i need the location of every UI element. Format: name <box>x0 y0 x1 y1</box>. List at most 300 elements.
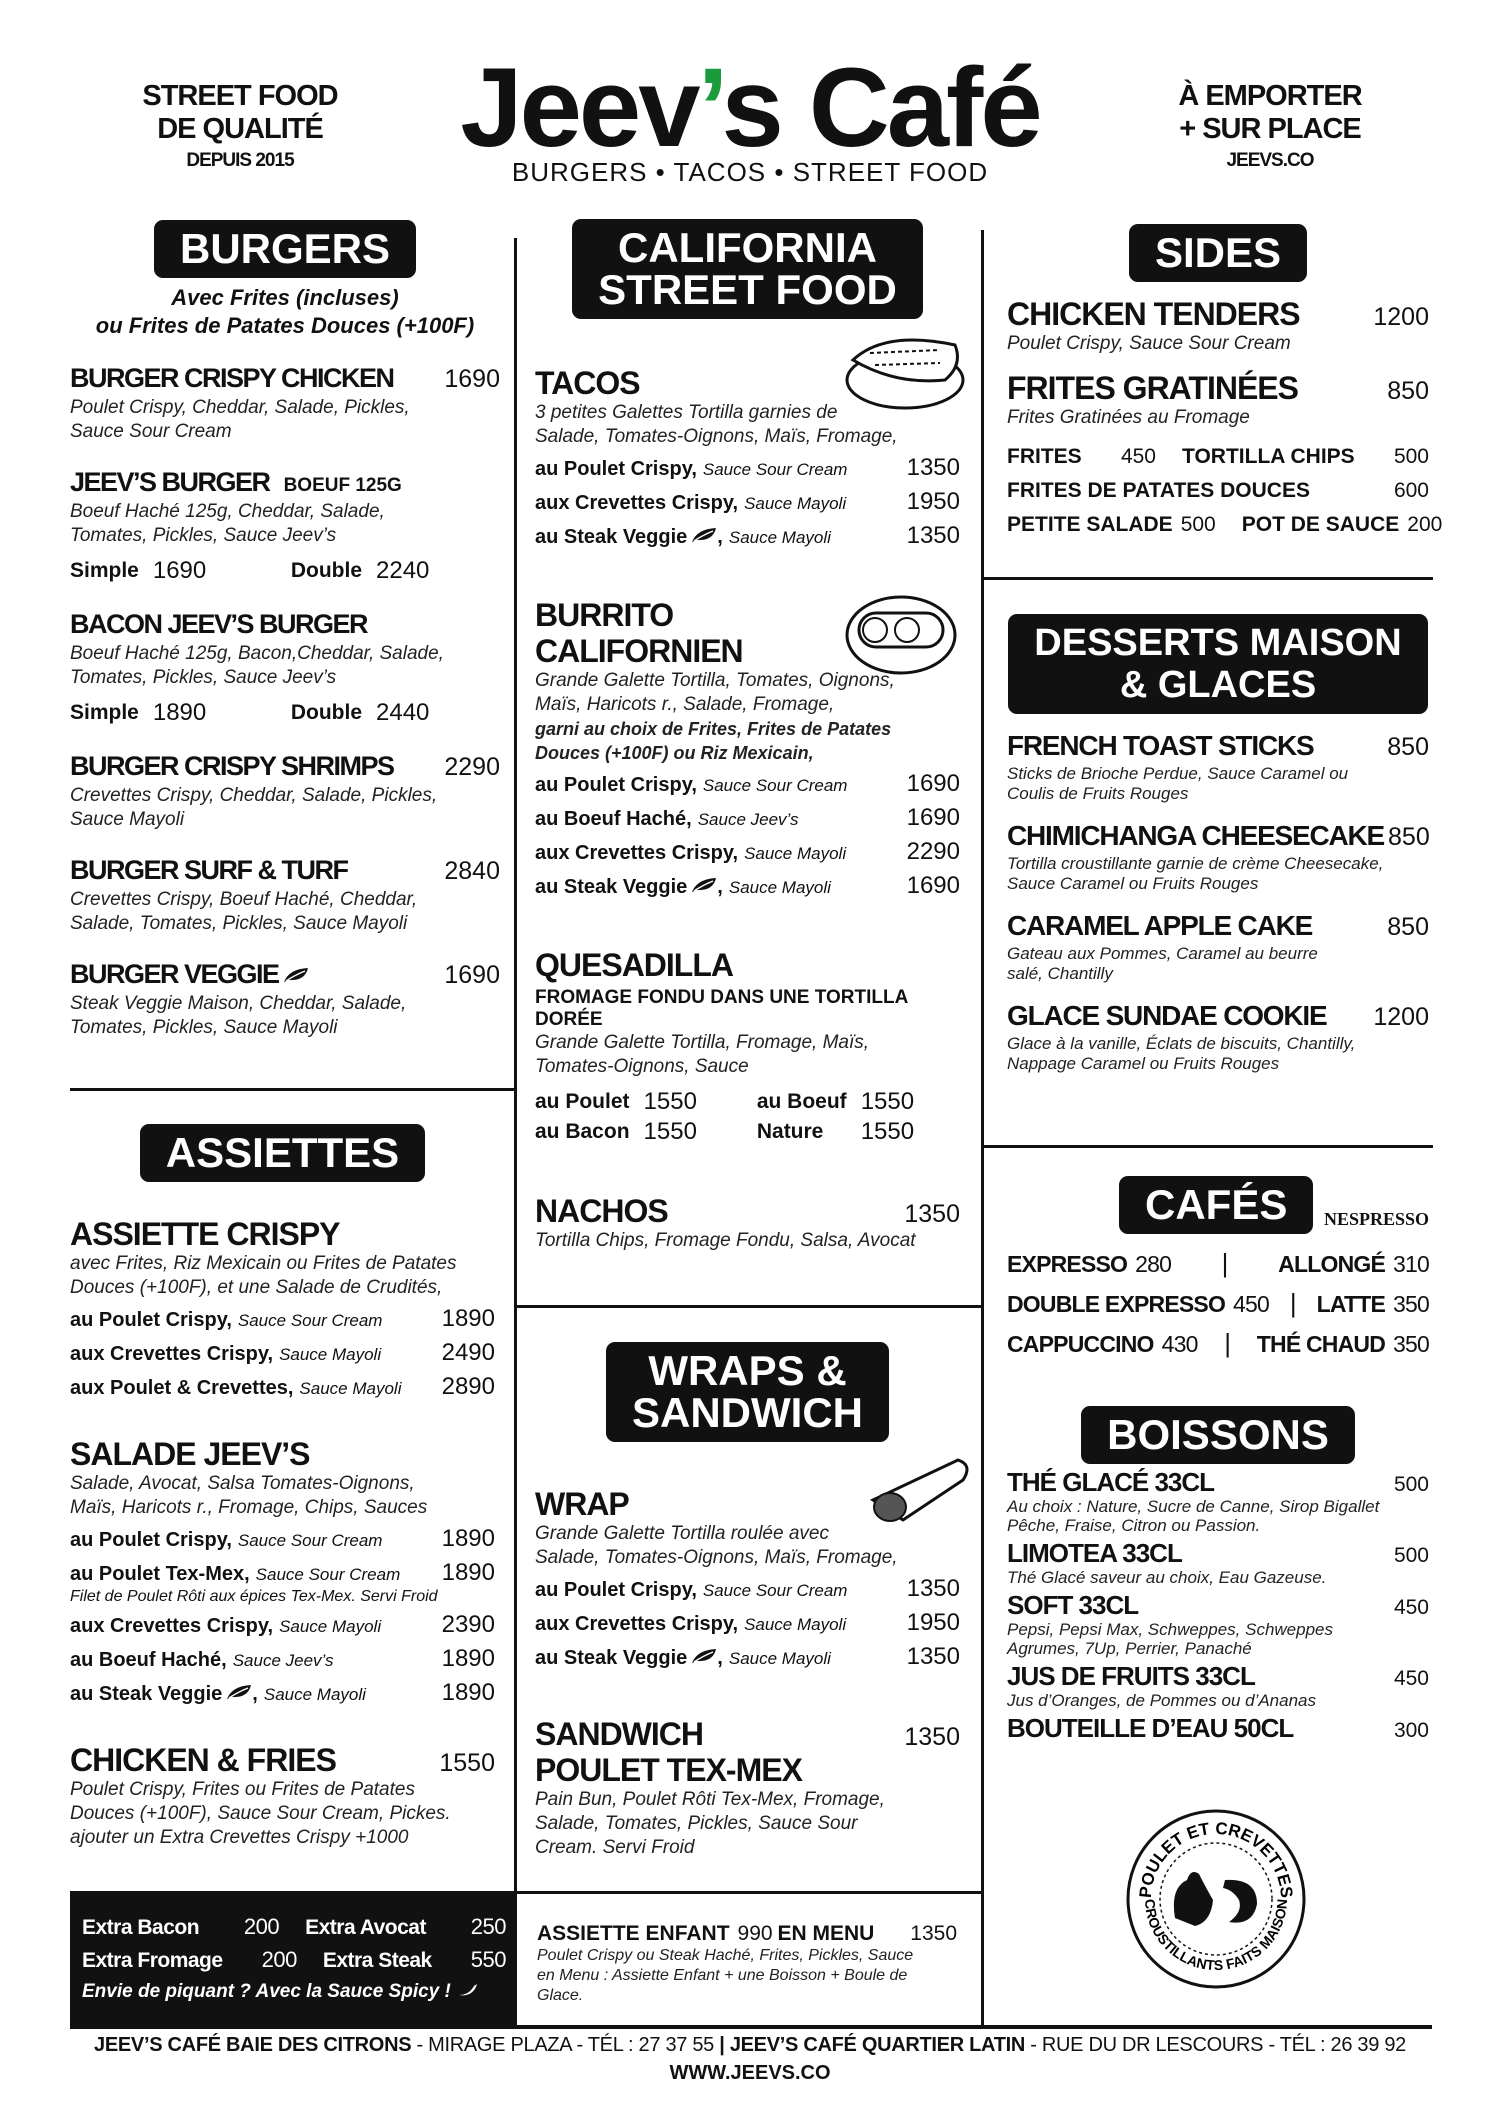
item-price: 450 <box>1393 1596 1429 1619</box>
item-description: Salade, Tomates-Oignons, Maïs, Fromage, <box>535 426 898 447</box>
row-item-label: FRITES <box>1007 445 1082 468</box>
row-item <box>305 1911 506 1944</box>
variant-label: au Poulet Crispy, <box>70 1309 232 1331</box>
menu-item <box>535 1193 960 1253</box>
item-name: SANDWICH POULET TEX-MEX <box>535 1716 802 1788</box>
row-item-price: 200 <box>261 1947 297 1972</box>
item-variant <box>535 1610 960 1638</box>
item-description: Douces (+100F), et une Salade de Crudités, <box>70 1277 443 1298</box>
option-price: 1890 <box>152 699 207 726</box>
veggie-leaf-icon <box>691 1648 717 1664</box>
kids-menu-desc: en Menu : Assiette Enfant + une Boisson + Boule de Glace. <box>537 1967 908 2004</box>
section-title-line: CALIFORNIA <box>618 224 877 271</box>
item-description: Agrumes, 7Up, Perrier, Panaché <box>1007 1639 1252 1658</box>
variant-price: 1890 <box>441 1679 495 1706</box>
row-separator: | <box>1289 1288 1296 1318</box>
item-name: BURGER CRISPY CHICKEN <box>70 363 394 393</box>
variant-price: 1950 <box>906 1609 960 1636</box>
variant-sauce: Sauce Mayoli <box>728 528 831 547</box>
item-description: Maïs, Haricots r., Salade, Fromage, <box>535 694 835 715</box>
poulet-crevettes-stamp <box>1125 1808 1307 1990</box>
variant-price: 2390 <box>441 1611 495 1638</box>
section-boissons <box>1007 1406 1429 1743</box>
variant-price: 1890 <box>441 1525 495 1552</box>
variant-price: 2890 <box>441 1373 495 1400</box>
section-wraps-sandwich <box>535 1342 960 1860</box>
variant-label-suffix: , <box>717 526 723 548</box>
menu-row <box>1007 1244 1429 1284</box>
item-description: Grande Galette Tortilla, Fromage, Maïs, <box>535 1032 870 1053</box>
row-separator: | <box>1221 1248 1228 1278</box>
row-item <box>82 1944 297 1977</box>
row-item-label: ALLONGÉ <box>1278 1251 1386 1277</box>
variant-label: au Poulet Crispy, <box>70 1529 232 1551</box>
variant-sauce: Sauce Mayoli <box>279 1617 382 1636</box>
variant-label: aux Crevettes Crispy, <box>535 492 739 514</box>
item-description: Tortilla Chips, Fromage Fondu, Salsa, Avocat <box>535 1230 916 1251</box>
kids-menu-name: ASSIETTE ENFANT <box>537 1922 730 1945</box>
item-name: SALADE JEEV’S <box>70 1436 310 1472</box>
item-header <box>1007 908 1429 944</box>
tagline: BURGERS • TACOS • STREET FOOD <box>511 157 989 187</box>
item-name: CHIMICHANGA CHEESECAKE <box>1007 820 1385 851</box>
option-price: 2440 <box>376 699 430 726</box>
item-header <box>1007 1539 1429 1568</box>
variant-sauce: Sauce Mayoli <box>744 494 847 513</box>
variant-price: 1690 <box>906 872 960 899</box>
menu-item <box>1007 1662 1429 1710</box>
menu-item <box>70 606 500 728</box>
item-description: Tomates-Oignons, Sauce <box>535 1056 749 1077</box>
menu-item <box>1007 728 1429 804</box>
row-separator: | <box>1224 1328 1231 1358</box>
row-item <box>1007 1325 1198 1364</box>
item-price: 1200 <box>1373 1003 1429 1031</box>
variant-sauce: Sauce Sour Cream <box>255 1565 401 1584</box>
veggie-leaf-icon <box>691 877 717 893</box>
item-description: Coulis de Fruits Rouges <box>1007 784 1189 803</box>
header-right-text <box>1140 80 1400 172</box>
item-name: ASSIETTE CRISPY <box>70 1216 340 1252</box>
option-price: 1690 <box>152 557 207 584</box>
kids-menu-desc: Poulet Crispy ou Steak Haché, Frites, Pickles, Sauce <box>537 1947 914 1964</box>
item-variant <box>535 873 960 901</box>
footer-addresses <box>70 2034 1430 2057</box>
item-header <box>70 852 500 888</box>
item-variant <box>70 1526 495 1554</box>
row-item <box>1007 440 1156 474</box>
row-item-price: 450 <box>1120 445 1156 468</box>
variant-label: aux Crevettes Crispy, <box>535 1613 739 1635</box>
variant-price: 2490 <box>441 1339 495 1366</box>
item-description: Sauce Sour Cream <box>70 421 232 442</box>
variant-label-suffix: , <box>717 876 723 898</box>
item-description: Tortilla croustillante garnie de crème Cheesecake, <box>1007 854 1384 873</box>
variant-sauce: Sauce Mayoli <box>744 1615 847 1634</box>
item-description: Glace à la vanille, Éclats de biscuits, Chantilly, <box>1007 1034 1356 1053</box>
item-header <box>1007 1468 1429 1497</box>
footer-separator: | <box>719 2034 725 2056</box>
item-header <box>535 1193 960 1229</box>
item-variant <box>70 1646 495 1674</box>
row-item-label: CAPPUCCINO <box>1007 1331 1154 1357</box>
item-description: Douces (+100F), Sauce Sour Cream, Pickes. <box>70 1803 451 1824</box>
variant-price: 1890 <box>441 1645 495 1672</box>
variant-label: aux Poulet & Crevettes, <box>70 1377 294 1399</box>
row-item-label: POT DE SAUCE <box>1241 513 1400 536</box>
item-variant <box>535 523 960 551</box>
item-name: BURGER CRISPY SHRIMPS <box>70 751 394 781</box>
column-divider <box>514 238 517 2028</box>
menu-item <box>70 1216 495 1402</box>
stamp-top-text: POULET ET CREVETTES <box>1135 1818 1297 1899</box>
header-left-line: DE QUALITÉ <box>157 113 323 145</box>
item-description: Tomates, Pickles, Sauce Mayoli <box>70 1017 338 1038</box>
kids-menu <box>537 1922 957 2006</box>
kids-menu-price: 990 <box>737 1922 773 1945</box>
variant-sauce: Sauce Sour Cream <box>237 1311 383 1330</box>
variant-sauce: Sauce Mayoli <box>263 1685 366 1704</box>
header-left-line: STREET FOOD <box>142 80 338 112</box>
item-header <box>70 1436 495 1472</box>
row-item-price: 350 <box>1393 1291 1429 1317</box>
item-name: TACOS <box>535 365 640 401</box>
option-label: Simple <box>70 559 139 582</box>
item-description: Steak Veggie Maison, Cheddar, Salade, <box>70 993 407 1014</box>
item-name: JUS DE FRUITS 33CL <box>1007 1661 1255 1691</box>
item-variant <box>535 839 960 867</box>
section-desserts <box>1007 614 1429 1074</box>
variant-label: aux Crevettes Crispy, <box>535 842 739 864</box>
item-header <box>1007 370 1429 406</box>
section-subtitle: ou Frites de Patates Douces (+100F) <box>95 313 475 338</box>
row-item-label: Extra Bacon <box>82 1916 200 1939</box>
row-item-label: PETITE SALADE <box>1007 513 1173 536</box>
item-header <box>70 360 500 396</box>
variant-price: 1350 <box>906 454 960 481</box>
menu-item <box>1007 1539 1429 1587</box>
row-item-price: 310 <box>1393 1251 1429 1277</box>
item-price: 1350 <box>904 1723 960 1751</box>
option-label: au Bacon <box>535 1120 630 1143</box>
item-description: Sauce Mayoli <box>70 809 185 830</box>
item-description: Salade, Tomates, Pickles, Sauce Mayoli <box>70 913 408 934</box>
item-description: 3 petites Galettes Tortilla garnies de <box>535 402 838 423</box>
location-name: JEEV’S CAFÉ BAIE DES CITRONS <box>94 2034 412 2056</box>
item-description: Sauce Caramel ou Fruits Rouges <box>1007 874 1259 893</box>
variant-sauce: Sauce Sour Cream <box>702 776 848 795</box>
item-options <box>70 556 500 586</box>
item-description: Poulet Crispy, Sauce Sour Cream <box>1007 333 1291 354</box>
section-title <box>606 1342 889 1442</box>
option-price: 1550 <box>860 1118 915 1145</box>
row-item <box>1007 508 1216 542</box>
item-price: 2290 <box>444 753 500 781</box>
item-description: Pepsi, Pepsi Max, Schweppes, Schweppes <box>1007 1620 1334 1639</box>
option-label: Double <box>290 559 363 582</box>
row-item <box>1242 508 1443 542</box>
row-item-label: Extra Steak <box>322 1949 432 1972</box>
variant-sauce: Sauce Mayoli <box>299 1379 402 1398</box>
row-item-label: Extra Fromage <box>82 1949 223 1972</box>
row-item-price: 200 <box>243 1914 280 1939</box>
item-description: Pêche, Fraise, Citron ou Passion. <box>1007 1516 1261 1535</box>
item-header <box>70 748 500 784</box>
item-variant <box>535 1644 960 1672</box>
variant-price: 2290 <box>906 838 960 865</box>
header-right-line: JEEVS.CO <box>1226 150 1314 171</box>
variant-price: 1690 <box>906 770 960 797</box>
section-title-line: SANDWICH <box>632 1389 863 1436</box>
variant-sauce: Sauce Jeev’s <box>697 810 799 829</box>
item-name: BURGER VEGGIE <box>70 959 279 989</box>
item-description: Boeuf Haché 125g, Bacon,Cheddar, Salade, <box>70 643 444 664</box>
item-name: QUESADILLA <box>535 947 733 983</box>
item-header <box>1007 728 1429 764</box>
section-divider <box>514 1305 984 1308</box>
option-label: au Boeuf <box>756 1090 847 1113</box>
item-description: Salade, Avocat, Salsa Tomates-Oignons, <box>70 1473 415 1494</box>
kids-menu-combo-label: EN MENU <box>777 1922 875 1945</box>
row-item <box>82 1911 279 1944</box>
item-price: 1550 <box>439 1749 495 1777</box>
menu-row <box>82 1911 506 1944</box>
row-item-label: LATTE <box>1316 1291 1385 1317</box>
item-name: BACON JEEV’S BURGER <box>70 609 368 639</box>
item-name: JEEV’S BURGER <box>70 467 270 497</box>
row-item <box>1007 474 1429 508</box>
row-item-price: 600 <box>1393 479 1429 502</box>
row-item <box>1278 1245 1429 1284</box>
item-description: salé, Chantilly <box>1007 964 1113 983</box>
row-item-price: 500 <box>1393 445 1429 468</box>
location-info: - RUE DU DR LESCOURS - TÉL : 26 39 92 <box>1025 2034 1406 2056</box>
row-item-price: 250 <box>470 1914 507 1939</box>
row-item-price: 450 <box>1233 1291 1270 1317</box>
item-header <box>1007 818 1429 854</box>
item-header <box>1007 1591 1429 1620</box>
item-name: LIMOTEA 33CL <box>1007 1538 1182 1568</box>
row-item-price: 430 <box>1161 1331 1198 1357</box>
item-header <box>70 1216 495 1252</box>
row-item-label: EXPRESSO <box>1007 1251 1128 1277</box>
item-description: Boeuf Haché 125g, Cheddar, Salade, <box>70 501 385 522</box>
row-item-label: THÉ CHAUD <box>1256 1331 1386 1357</box>
row-item-label: DOUBLE EXPRESSO <box>1007 1291 1226 1317</box>
variant-price: 1890 <box>441 1305 495 1332</box>
variant-label-suffix: , <box>252 1683 258 1705</box>
section-divider <box>981 577 1433 580</box>
item-name: FRITES GRATINÉES <box>1007 370 1298 406</box>
variant-sauce: Sauce Mayoli <box>728 878 831 897</box>
logo-part: s Café <box>721 45 1040 170</box>
item-name: BOUTEILLE D’EAU 50CL <box>1007 1713 1294 1743</box>
website-link[interactable]: WWW.JEEVS.CO <box>669 2062 831 2084</box>
option-label: Nature <box>756 1120 824 1143</box>
item-tag: BOEUF 125G <box>283 475 402 496</box>
variant-label: au Steak Veggie <box>535 876 688 898</box>
item-description: Crevettes Crispy, Cheddar, Salade, Pickles, <box>70 785 438 806</box>
item-variant <box>70 1374 495 1402</box>
item-variant <box>70 1306 495 1334</box>
variant-price: 1350 <box>906 1575 960 1602</box>
variant-sauce: Sauce Sour Cream <box>702 1581 848 1600</box>
item-header <box>1007 1662 1429 1691</box>
item-header <box>70 464 500 500</box>
menu-item <box>1007 1714 1429 1743</box>
item-variant <box>70 1680 495 1708</box>
burrito-illustration <box>845 585 957 675</box>
section-burgers <box>70 220 500 1040</box>
row-item-price: 200 <box>1407 513 1443 536</box>
row-item <box>323 1944 506 1977</box>
item-description: ajouter un Extra Crevettes Crispy +1000 <box>70 1827 409 1848</box>
item-description: Poulet Crispy, Frites ou Frites de Patates <box>70 1779 415 1800</box>
menu-item <box>70 852 500 936</box>
row-item-price: 280 <box>1135 1251 1172 1277</box>
menu-item <box>70 360 500 444</box>
row-item <box>1007 1245 1171 1284</box>
item-description: Grande Galette Tortilla roulée avec <box>535 1523 829 1544</box>
spicy-sauce-note: Envie de piquant ? Avec la Sauce Spicy ! <box>82 1981 451 2002</box>
section-title-line: & GLACES <box>1119 664 1317 706</box>
option-label: au Poulet <box>535 1090 630 1113</box>
menu-item <box>70 1742 495 1850</box>
section-cafes <box>1007 1176 1429 1364</box>
item-name: FRENCH TOAST STICKS <box>1007 730 1314 761</box>
menu-row <box>1007 474 1429 508</box>
section-title: BOISSONS <box>1081 1406 1355 1464</box>
item-description: Tomates, Pickles, Sauce Jeev’s <box>70 525 337 546</box>
item-variant <box>535 1576 960 1604</box>
section-title <box>572 219 923 319</box>
variant-price: 1350 <box>906 1643 960 1670</box>
item-header <box>1007 998 1429 1034</box>
item-variant <box>535 805 960 833</box>
item-price: 1350 <box>904 1200 960 1228</box>
variant-sauce: Sauce Mayoli <box>728 1649 831 1668</box>
menu-row <box>1007 508 1443 542</box>
item-options <box>535 1087 960 1147</box>
menu-row <box>82 1944 506 1977</box>
item-name: BURRITO CALIFORNIEN <box>535 597 743 669</box>
item-description: Salade, Tomates-Oignons, Maïs, Fromage, <box>535 1547 898 1568</box>
item-description: Salade, Tomates, Pickles, Sauce Sour <box>535 1813 858 1834</box>
option-label: Double <box>290 701 363 724</box>
item-price: 850 <box>1387 377 1429 405</box>
tacos-illustration <box>845 325 965 410</box>
item-price: 500 <box>1393 1544 1429 1567</box>
variant-sauce: Sauce Sour Cream <box>237 1531 383 1550</box>
item-header <box>1007 296 1429 332</box>
menu-row <box>1007 1284 1429 1324</box>
item-description: Grande Galette Tortilla, Tomates, Oignons, <box>535 670 895 691</box>
section-title: CAFÉS <box>1119 1176 1313 1234</box>
item-description: Poulet Crispy, Cheddar, Salade, Pickles, <box>70 397 410 418</box>
variant-label: au Boeuf Haché, <box>70 1649 227 1671</box>
menu-item <box>1007 370 1429 430</box>
veggie-leaf-icon <box>283 967 309 983</box>
section-title-line: STREET FOOD <box>598 266 897 313</box>
row-item <box>1007 1285 1269 1324</box>
menu-item <box>1007 908 1429 984</box>
location-name: JEEV’S CAFÉ QUARTIER LATIN <box>724 2034 1026 2056</box>
item-price: 2840 <box>444 857 500 885</box>
option-price: 1550 <box>860 1088 915 1115</box>
variant-label: au Poulet Crispy, <box>535 1579 697 1601</box>
item-variant <box>70 1612 495 1640</box>
item-subtitle: FROMAGE FONDU DANS UNE TORTILLA DORÉE <box>535 987 908 1030</box>
item-header <box>535 1716 960 1788</box>
option-price: 1550 <box>643 1118 697 1145</box>
variant-label: au Steak Veggie <box>535 1647 688 1669</box>
kids-menu-combo-price: 1350 <box>910 1922 957 1945</box>
item-name: CARAMEL APPLE CAKE <box>1007 910 1313 941</box>
nespresso-logo: NESPRESSO <box>1323 1209 1429 1229</box>
variant-sauce: Sauce Jeev’s <box>232 1651 334 1670</box>
variant-label: au Boeuf Haché, <box>535 808 692 830</box>
item-name: NACHOS <box>535 1193 668 1229</box>
item-variant <box>535 771 960 799</box>
menu-item <box>1007 1591 1429 1658</box>
section-title: ASSIETTES <box>140 1124 425 1182</box>
section-subtitle: Avec Frites (incluses) <box>171 285 399 310</box>
item-variant <box>70 1560 495 1588</box>
option-price: 2240 <box>376 557 430 584</box>
wrap-illustration <box>868 1455 973 1525</box>
header-left-line: DEPUIS 2015 <box>186 150 294 171</box>
item-name: GLACE SUNDAE COOKIE <box>1007 1000 1327 1031</box>
section-assiettes <box>70 1124 495 1850</box>
item-price: 1200 <box>1373 303 1429 331</box>
stamp-bottom-text: CROUSTILLANTS FAITS MAISON <box>1141 1898 1291 1974</box>
menu-item <box>1007 1468 1429 1535</box>
variant-price: 1890 <box>441 1559 495 1586</box>
row-item-price: 350 <box>1393 1331 1429 1357</box>
variant-label: aux Crevettes Crispy, <box>70 1615 274 1637</box>
section-title-line: WRAPS & <box>648 1347 847 1394</box>
item-name: SOFT 33CL <box>1007 1590 1139 1620</box>
item-description: Frites Gratinées au Fromage <box>1007 407 1250 428</box>
item-description: Au choix : Nature, Sucre de Canne, Sirop Bigallet <box>1007 1497 1380 1516</box>
variant-sauce: Sauce Mayoli <box>744 844 847 863</box>
logo-apostrophe: ’ <box>697 45 722 170</box>
section-title-line: DESSERTS MAISON <box>1034 622 1402 664</box>
variant-label: au Poulet Tex-Mex, <box>70 1563 250 1585</box>
row-item <box>1317 1285 1429 1324</box>
variant-price: 1950 <box>906 488 960 515</box>
logo-part: Jeev <box>460 45 698 170</box>
menu-row <box>1007 1324 1429 1364</box>
item-header <box>535 947 960 983</box>
variant-label-suffix: , <box>717 1647 723 1669</box>
header-right-line: + SUR PLACE <box>1179 113 1361 145</box>
item-description: Gateau aux Pommes, Caramel au beurre <box>1007 944 1318 963</box>
item-description: Sticks de Brioche Perdue, Sauce Caramel ou <box>1007 764 1349 783</box>
item-price: 500 <box>1393 1473 1429 1496</box>
item-price: 850 <box>1387 913 1429 941</box>
variant-note: Filet de Poulet Rôti aux épices Tex-Mex. Servi Froid <box>70 1588 438 1605</box>
item-variant <box>535 455 960 483</box>
item-name: WRAP <box>535 1486 629 1522</box>
variant-label: au Poulet Crispy, <box>535 458 697 480</box>
menu-row <box>1007 440 1429 474</box>
menu-item <box>70 748 500 832</box>
item-header <box>70 1742 495 1778</box>
variant-label: au Poulet Crispy, <box>535 774 697 796</box>
menu-item <box>70 956 500 1040</box>
item-price: 450 <box>1393 1667 1429 1690</box>
